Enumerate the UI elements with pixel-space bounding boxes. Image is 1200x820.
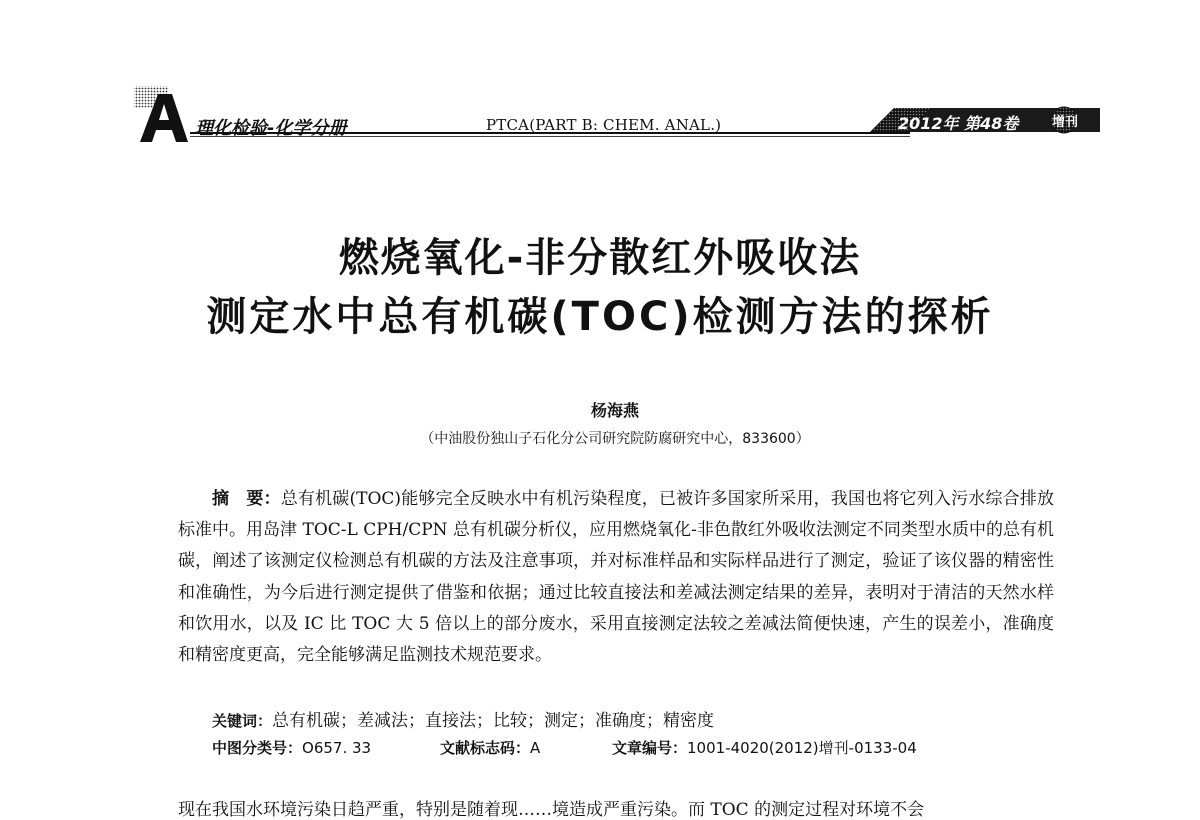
doc-code-label: 文献标志码：: [440, 739, 531, 757]
abstract-text: 总有机碳(TOC)能够完全反映水中有机污染程度，已被许多国家所采用，我国也将它列入污水综合排放标准中。用岛津 TOC-L CPH/CPN 总有机碳分析仪，应用燃烧氧化-非色散红外吸收法测定不同类型水质中的总有机碳，阐述了该测定仪检测总有机碳的方法及注意事项，并对标准样品和实际样品进行了测定，验证了该仪器的精密性和准确性，为今后进行测定提供了借鉴和依据；通过比较直接法和差减法测定结果的差异，表明对于清洁的天然水样和饮用水，以及 IC 比 TOC 大 5 倍以上的部分废水，采用直接测定法较之差减法简便快速，产生的误差小，准确度和精密度更高，完全能够满足监测技术规范要求。: [178, 489, 1055, 666]
article-number-value: 1001-4020(2012)增刊-0133-04: [687, 739, 917, 757]
journal-name-en: PTCA(PART B: CHEM. ANAL.): [486, 116, 722, 134]
clc-value: O657. 33: [302, 739, 372, 757]
doc-code-value: A: [530, 739, 541, 757]
issue-supplement: 增刊: [1052, 115, 1079, 130]
abstract: [178, 484, 1054, 671]
keywords-text: 总有机碳；差减法；直接法；比较；测定；准确度；精密度: [272, 711, 715, 731]
journal-name-cn: 理化检验-化学分册: [195, 118, 347, 139]
abstract-label: 摘 要：: [212, 489, 281, 509]
issue-year-volume: 2012年 第48卷: [898, 114, 1019, 133]
author-affiliation: （中油股份独山子石化分公司研究院防腐研究中心，833600）: [420, 431, 810, 447]
body-text-start: 现在我国水环境污染日趋严重，特别是随着现……境造成严重污染。而 TOC 的测定过程对环境不会: [178, 800, 925, 820]
author-name: 杨海燕: [590, 401, 639, 420]
paper-title-line-2: 测定水中总有机碳(TOC)检测方法的探析: [206, 294, 994, 340]
journal-logo-icon: [132, 84, 190, 144]
paper-title-line-1: 燃烧氧化-非分散红外吸收法: [338, 235, 862, 281]
header-rule: [190, 132, 910, 134]
article-number-label: 文章编号：: [612, 739, 688, 757]
keywords: [212, 706, 714, 731]
classification-line: [212, 737, 917, 758]
header-rule-thin: [190, 136, 910, 137]
clc-label: 中图分类号：: [212, 739, 303, 757]
keywords-label: 关键词：: [212, 712, 273, 730]
